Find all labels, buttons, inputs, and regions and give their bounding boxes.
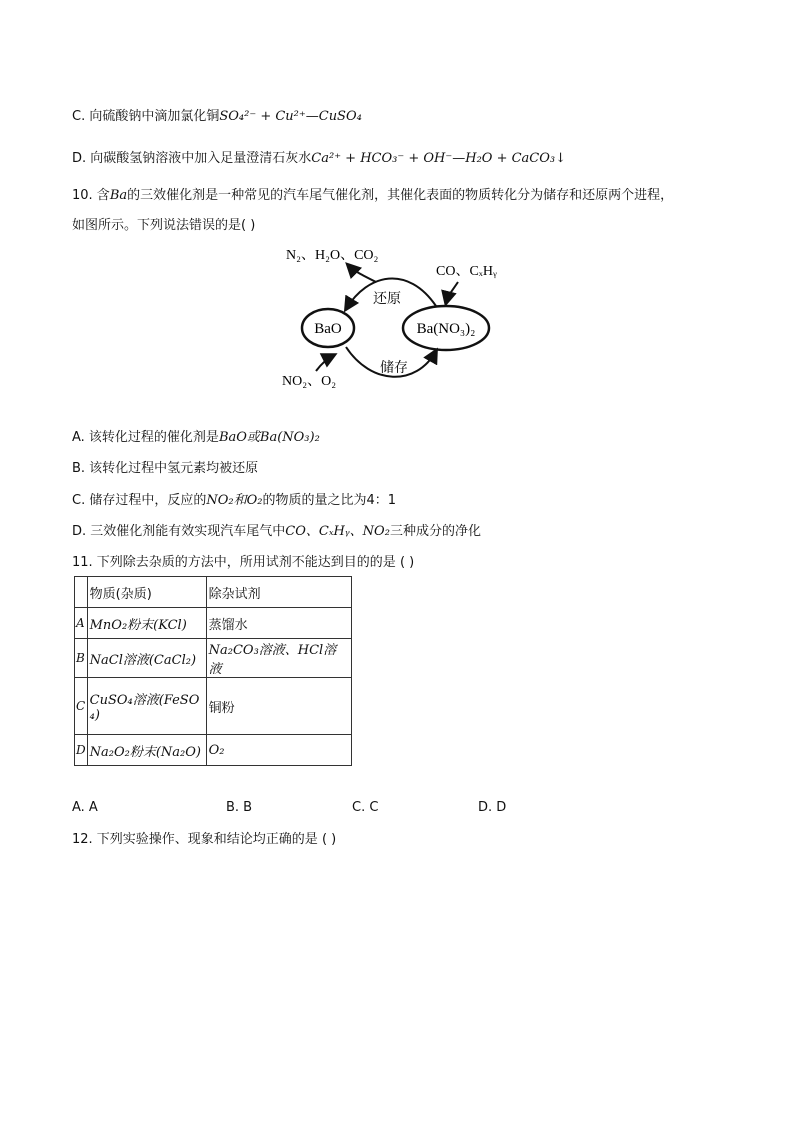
q11-answer-a: A. A — [72, 800, 98, 815]
diagram-products-label: N₂、H₂O、CO₂ — [286, 248, 379, 263]
q9-option-c — [72, 108, 362, 126]
q10-stem-ba: Ba — [109, 188, 128, 203]
table-row — [75, 639, 352, 678]
q10-option-c-text: C. 储存过程中，反应的 — [72, 493, 207, 508]
q11-row-reagent: O₂ — [206, 735, 351, 766]
q9-option-d — [72, 150, 566, 168]
q10-option-d-tail: 三种成分的净化 — [389, 524, 481, 539]
q10-option-a — [72, 429, 320, 447]
q11-row-substance: NaCl溶液(CaCl₂) — [87, 639, 206, 678]
q10-option-d-text: D. 三效催化剂能有效实现汽车尾气中 — [72, 524, 286, 539]
q9-option-d-text: D. 向碳酸氢钠溶液中加入足量澄清石灰水 — [72, 151, 312, 166]
q11-answer-c: C. C — [352, 800, 379, 815]
table-row — [75, 735, 352, 766]
q10-stem-prefix: 10. 含 — [72, 188, 110, 203]
q11-header-blank — [75, 577, 88, 608]
table-row — [75, 678, 352, 735]
q10-option-d-formula: CO、CₓHᵧ、NO₂ — [285, 524, 390, 539]
q10-option-a-formula: BaO或Ba(NO₃)₂ — [218, 430, 320, 445]
q11-table-header — [75, 577, 352, 608]
q11-answer-d: D. D — [478, 800, 507, 815]
q10-option-c-formula: NO₂和O₂ — [206, 493, 263, 508]
products-out-arrow — [348, 265, 376, 282]
q10-stem-line1 — [72, 187, 673, 205]
storage-in-arrow — [316, 355, 334, 371]
q11-row-label: C — [75, 678, 88, 735]
q9-option-c-text: C. 向硫酸钠中滴加氯化铜 — [72, 109, 220, 124]
q11-row-label: D — [75, 735, 88, 766]
table-row — [75, 608, 352, 639]
q10-option-a-text: A. 该转化过程的催化剂是 — [72, 430, 219, 445]
q10-stem-rest: 的三效催化剂是一种常见的汽车尾气催化剂，其催化表面的物质转化分为储存和还原两个进程， — [127, 188, 674, 203]
q9-option-d-equation: Ca²⁺ + HCO₃⁻ + OH⁻—H₂O + CaCO₃↓ — [311, 151, 567, 166]
diagram-storage-reactants-label: NO₂、O₂ — [282, 374, 337, 389]
q11-stem: 11. 下列除去杂质的方法中，所用试剂不能达到目的的是 ( ) — [72, 555, 415, 570]
bao-node-label: BaO — [314, 321, 342, 337]
q10-option-d — [72, 523, 481, 541]
q9-option-c-equation: SO₄²⁻ + Cu²⁺—CuSO₄ — [219, 109, 362, 124]
q11-header-substance: 物质(杂质) — [87, 577, 206, 608]
q10-option-b: B. 该转化过程中氢元素均被还原 — [72, 461, 259, 476]
q11-row-reagent: Na₂CO₃溶液、HCl溶液 — [206, 639, 351, 678]
q11-row-reagent: 铜粉 — [206, 678, 351, 735]
q11-header-reagent: 除杂试剂 — [206, 577, 351, 608]
q11-row-reagent: 蒸馏水 — [206, 608, 351, 639]
q11-answer-b: B. B — [226, 800, 253, 815]
q11-row-label: A — [75, 608, 88, 639]
q11-row-substance: Na₂O₂粉末(Na₂O) — [87, 735, 206, 766]
reduction-label: 还原 — [373, 292, 401, 307]
diagram-reducing-agents-label: CO、CₓHᵧ — [436, 264, 497, 279]
q10-stem-line2: 如图所示。下列说法错误的是( ) — [72, 218, 256, 233]
q11-table — [74, 576, 352, 766]
storage-label: 储存 — [380, 361, 408, 376]
q11-row-substance: MnO₂粉末(KCl) — [87, 608, 206, 639]
q12-stem: 12. 下列实验操作、现象和结论均正确的是 ( ) — [72, 832, 337, 847]
catalyst-cycle-diagram — [276, 237, 516, 392]
q11-row-label: B — [75, 639, 88, 678]
q11-row-substance: CuSO₄溶液(FeSO₄) — [87, 678, 206, 735]
ba-nitrate-node-label: Ba(NO₃)₂ — [416, 321, 476, 337]
q10-option-c-tail: 的物质的量之比为4：1 — [262, 493, 397, 508]
q10-option-c — [72, 492, 396, 510]
reducing-agents-in-arrow — [446, 282, 458, 303]
